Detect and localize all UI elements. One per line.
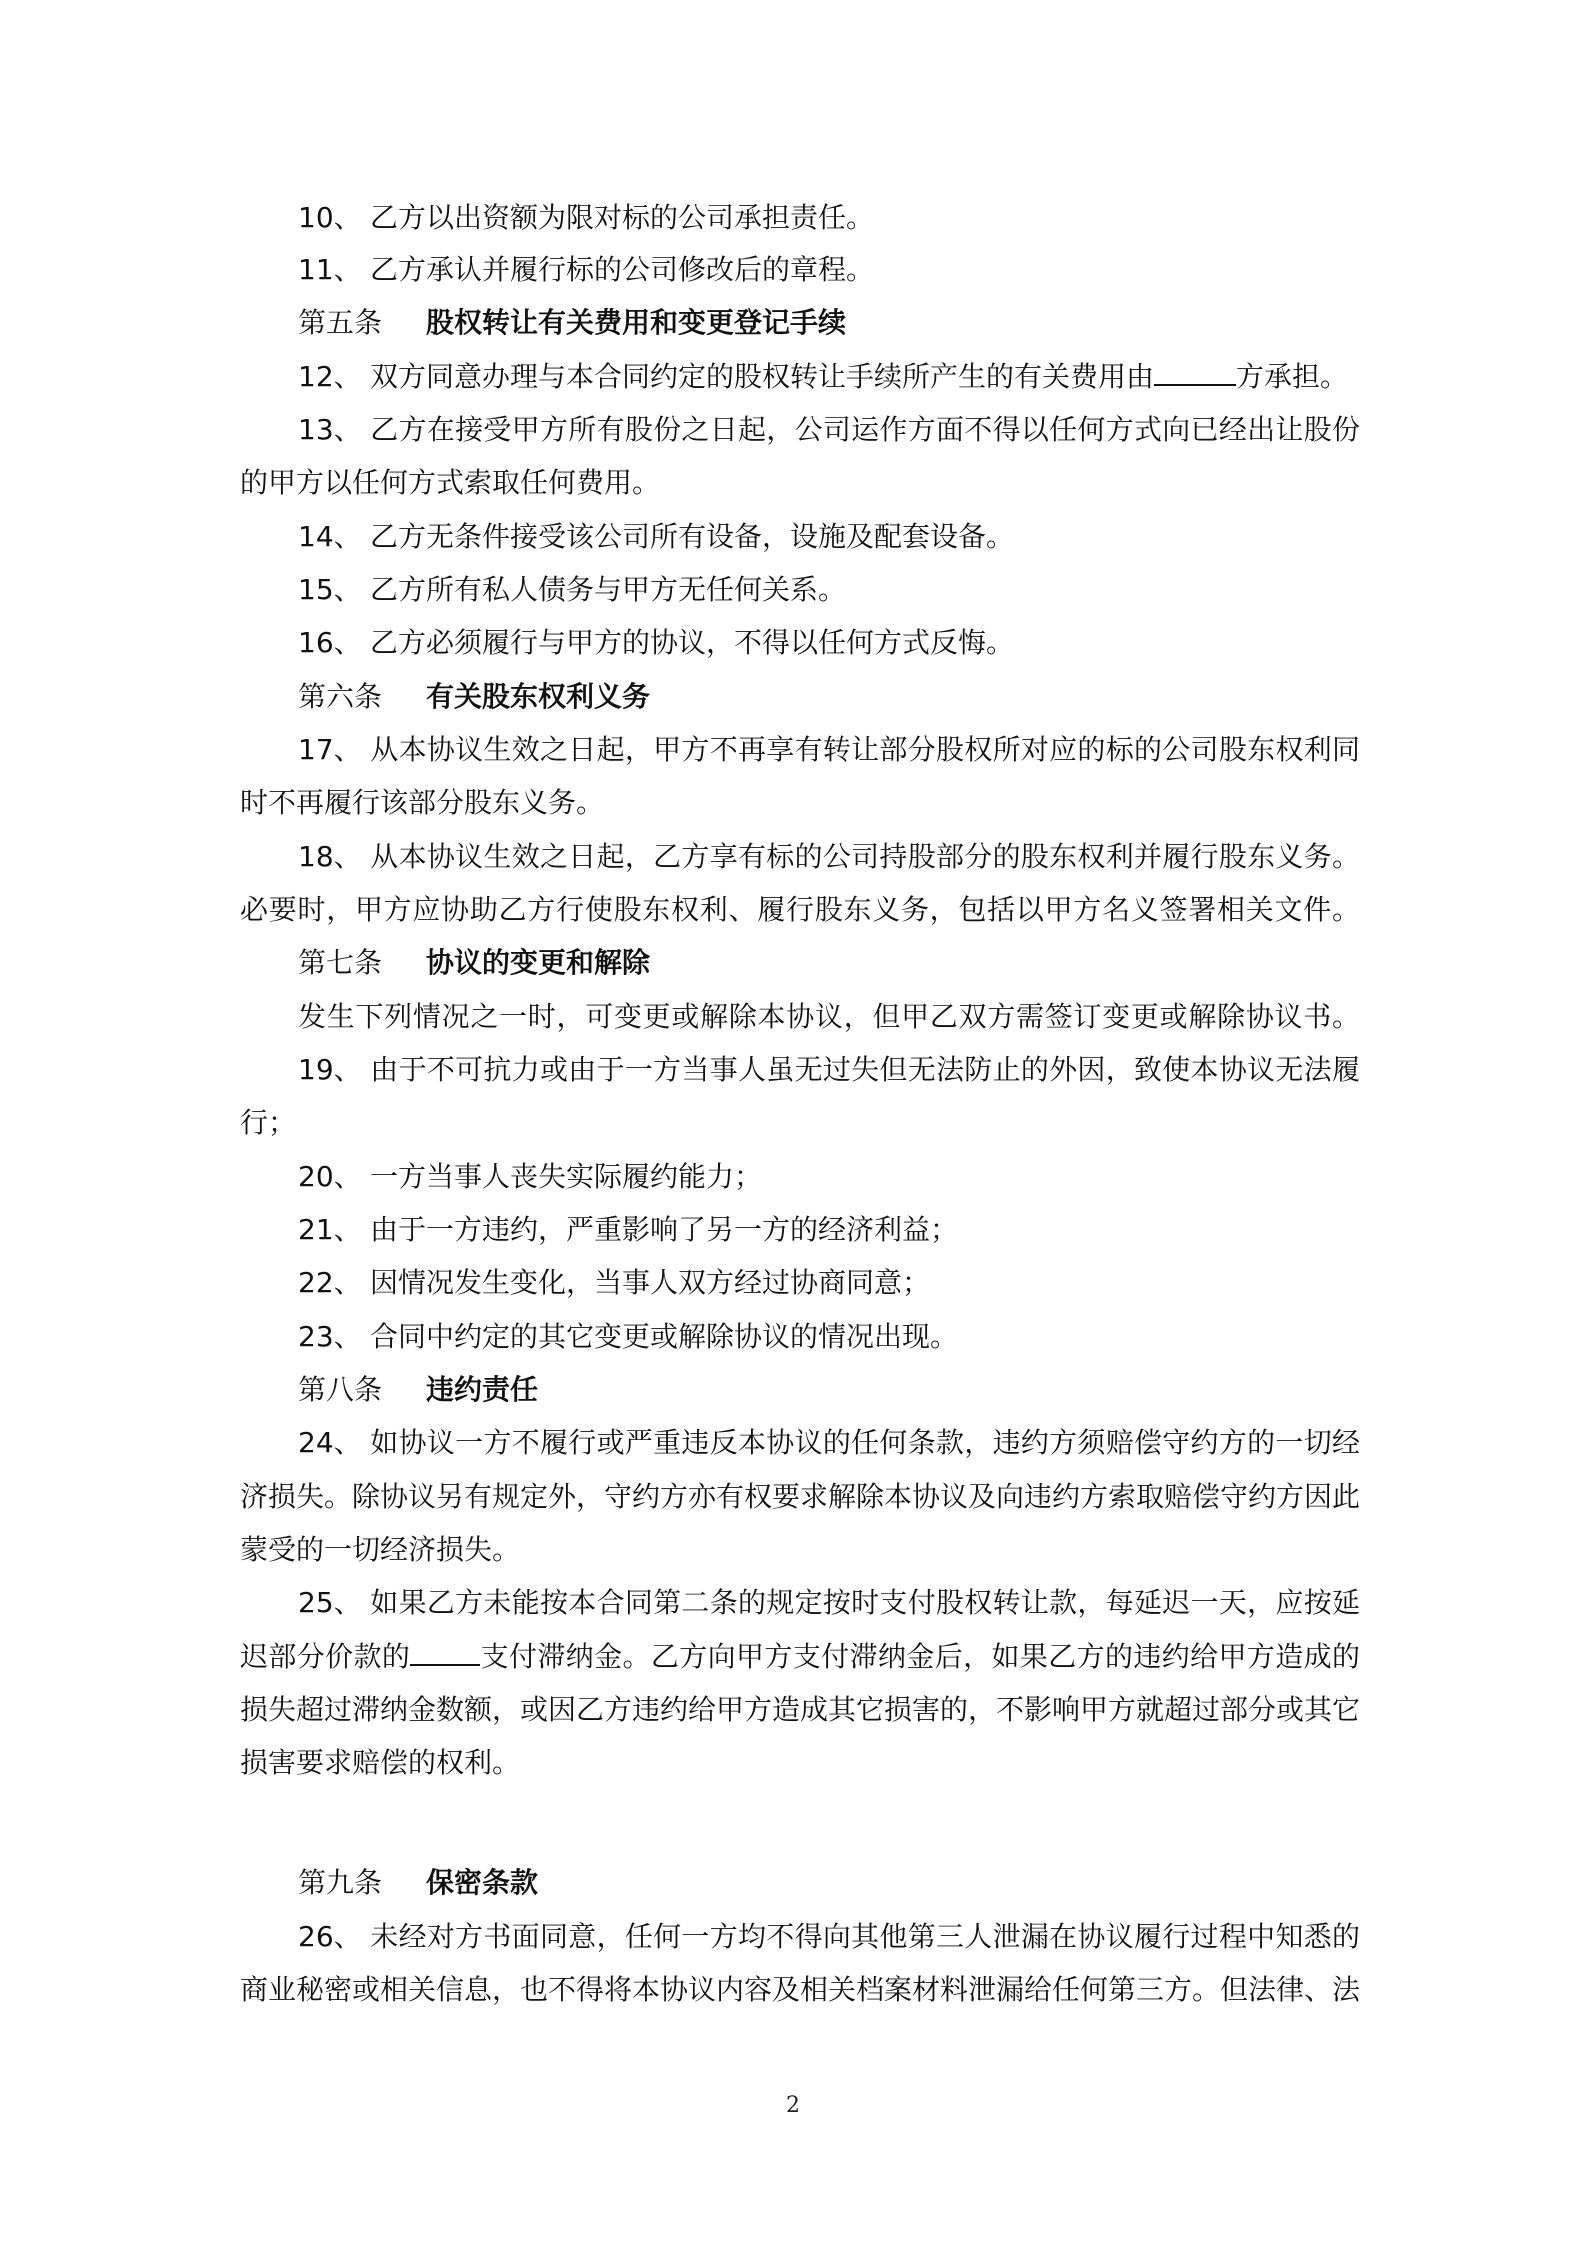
clause-26-cont bbox=[240, 1970, 1360, 2010]
clause-16 bbox=[298, 623, 1360, 663]
clause-text: 时不再履行该部分股东义务。 bbox=[240, 786, 605, 819]
section-label: 第七条 bbox=[298, 946, 383, 979]
clause-text: 支付滞纳金。乙方向甲方支付滞纳金后，如果乙方的违约给甲方造成的 bbox=[480, 1640, 1360, 1673]
clause-text: 蒙受的一切经济损失。 bbox=[240, 1533, 521, 1566]
clause-text: 发生下列情况之一时，可变更或解除本协议，但甲乙双方需签订变更或解除协议书。 bbox=[298, 1000, 1360, 1033]
clause-text: 双方同意办理与本合同约定的股权转让手续所产生的有关费用由 bbox=[370, 360, 1155, 393]
clause-text: 乙方以出资额为限对标的公司承担责任。 bbox=[370, 201, 875, 234]
clause-23 bbox=[298, 1317, 1360, 1357]
clause-20 bbox=[298, 1157, 1360, 1197]
section-8-heading bbox=[298, 1370, 1360, 1410]
section-title: 协议的变更和解除 bbox=[426, 946, 651, 979]
clause-25-cont bbox=[240, 1637, 1360, 1677]
clause-26 bbox=[298, 1917, 1360, 1957]
clause-text: 方承担。 bbox=[1236, 360, 1349, 393]
clause-text: 行； bbox=[240, 1106, 297, 1139]
clause-number: 22、 bbox=[298, 1266, 362, 1299]
clause-text: 由于一方违约，严重影响了另一方的经济利益； bbox=[370, 1213, 959, 1246]
clause-number: 21、 bbox=[298, 1213, 362, 1246]
clause-number: 18、 bbox=[298, 840, 362, 873]
clause-number: 13、 bbox=[298, 413, 362, 446]
clause-11 bbox=[298, 250, 1360, 290]
clause-number: 10、 bbox=[298, 201, 362, 234]
clause-text: 从本协议生效之日起，乙方享有标的公司持股部分的股东权利并履行股东义务。 bbox=[370, 840, 1360, 873]
clause-text: 乙方必须履行与甲方的协议，不得以任何方式反悔。 bbox=[370, 626, 1015, 659]
clause-text: 乙方所有私人债务与甲方无任何关系。 bbox=[370, 573, 847, 606]
clause-text: 如果乙方未能按本合同第二条的规定按时支付股权转让款，每延迟一天，应按延 bbox=[370, 1586, 1360, 1619]
page-number: 2 bbox=[786, 2093, 800, 2118]
clause-number: 24、 bbox=[298, 1426, 362, 1459]
clause-text: 损害要求赔偿的权利。 bbox=[240, 1746, 521, 1779]
clause-21 bbox=[298, 1210, 1360, 1250]
clause-number: 17、 bbox=[298, 733, 362, 766]
clause-10 bbox=[298, 198, 1360, 238]
section-title: 有关股东权利义务 bbox=[426, 680, 651, 713]
clause-15 bbox=[298, 570, 1360, 610]
clause-text: 由于不可抗力或由于一方当事人虽无过失但无法防止的外因，致使本协议无法履 bbox=[370, 1053, 1360, 1086]
section-title: 违约责任 bbox=[426, 1373, 539, 1406]
clause-text: 商业秘密或相关信息，也不得将本协议内容及相关档案材料泄漏给任何第三方。但法律、法 bbox=[240, 1973, 1361, 2006]
clause-24-cont bbox=[240, 1477, 1360, 1517]
clause-25-cont bbox=[240, 1743, 1360, 1783]
clause-19-cont bbox=[240, 1103, 1360, 1143]
clause-text: 迟部分价款的 bbox=[240, 1640, 411, 1673]
clause-text: 未经对方书面同意，任何一方均不得向其他第三人泄漏在协议履行过程中知悉的 bbox=[370, 1920, 1360, 1953]
clause-number: 23、 bbox=[298, 1320, 362, 1353]
clause-number: 15、 bbox=[298, 573, 362, 606]
clause-number: 19、 bbox=[298, 1053, 362, 1086]
clause-text: 乙方承认并履行标的公司修改后的章程。 bbox=[370, 253, 875, 286]
clause-13-cont bbox=[240, 463, 1360, 503]
fill-in-blank bbox=[1154, 362, 1236, 386]
section-5-heading bbox=[298, 303, 1360, 343]
clause-24-cont bbox=[240, 1530, 1360, 1570]
clause-text: 的甲方以任何方式索取任何费用。 bbox=[240, 466, 661, 499]
clause-text: 损失超过滞纳金数额，或因乙方违约给甲方造成其它损害的，不影响甲方就超过部分或其它 bbox=[240, 1693, 1361, 1726]
clause-25-cont bbox=[240, 1690, 1360, 1730]
clause-text: 合同中约定的其它变更或解除协议的情况出现。 bbox=[370, 1320, 959, 1353]
clause-number: 12、 bbox=[298, 360, 362, 393]
clause-13 bbox=[298, 410, 1360, 450]
section-9-heading bbox=[298, 1863, 1360, 1903]
clause-17-cont bbox=[240, 783, 1360, 823]
section-title: 保密条款 bbox=[426, 1866, 539, 1899]
fill-in-blank bbox=[410, 1642, 480, 1666]
section-7-heading bbox=[298, 943, 1360, 983]
section-title: 股权转让有关费用和变更登记手续 bbox=[426, 306, 847, 339]
clause-18-cont bbox=[240, 890, 1360, 930]
clause-number: 11、 bbox=[298, 253, 362, 286]
section-label: 第五条 bbox=[298, 306, 383, 339]
clause-14 bbox=[298, 517, 1360, 557]
section-6-heading bbox=[298, 677, 1360, 717]
section-label: 第六条 bbox=[298, 680, 383, 713]
clause-number: 25、 bbox=[298, 1586, 362, 1619]
clause-text: 济损失。除协议另有规定外，守约方亦有权要求解除本协议及向违约方索取赔偿守约方因此 bbox=[240, 1480, 1361, 1513]
section-7-intro bbox=[298, 997, 1360, 1037]
clause-text: 乙方无条件接受该公司所有设备，设施及配套设备。 bbox=[370, 520, 1015, 553]
clause-text: 从本协议生效之日起，甲方不再享有转让部分股权所对应的标的公司股东权利同 bbox=[370, 733, 1360, 766]
section-label: 第八条 bbox=[298, 1373, 383, 1406]
clause-number: 16、 bbox=[298, 626, 362, 659]
clause-text: 一方当事人丧失实际履约能力； bbox=[370, 1160, 763, 1193]
clause-number: 14、 bbox=[298, 520, 362, 553]
clause-text: 因情况发生变化，当事人双方经过协商同意； bbox=[370, 1266, 931, 1299]
clause-text: 乙方在接受甲方所有股份之日起，公司运作方面不得以任何方式向已经出让股份 bbox=[370, 413, 1360, 446]
section-label: 第九条 bbox=[298, 1866, 383, 1899]
clause-text: 如协议一方不履行或严重违反本协议的任何条款，违约方须赔偿守约方的一切经 bbox=[370, 1426, 1360, 1459]
clause-number: 20、 bbox=[298, 1160, 362, 1193]
clause-24 bbox=[298, 1423, 1360, 1463]
clause-19 bbox=[298, 1050, 1360, 1090]
clause-22 bbox=[298, 1263, 1360, 1303]
clause-25 bbox=[298, 1583, 1360, 1623]
clause-18 bbox=[298, 837, 1360, 877]
clause-17 bbox=[298, 730, 1360, 770]
clause-number: 26、 bbox=[298, 1920, 362, 1953]
clause-text: 必要时，甲方应协助乙方行使股东权利、履行股东义务，包括以甲方名义签署相关文件。 bbox=[240, 893, 1360, 926]
clause-12 bbox=[298, 357, 1360, 397]
